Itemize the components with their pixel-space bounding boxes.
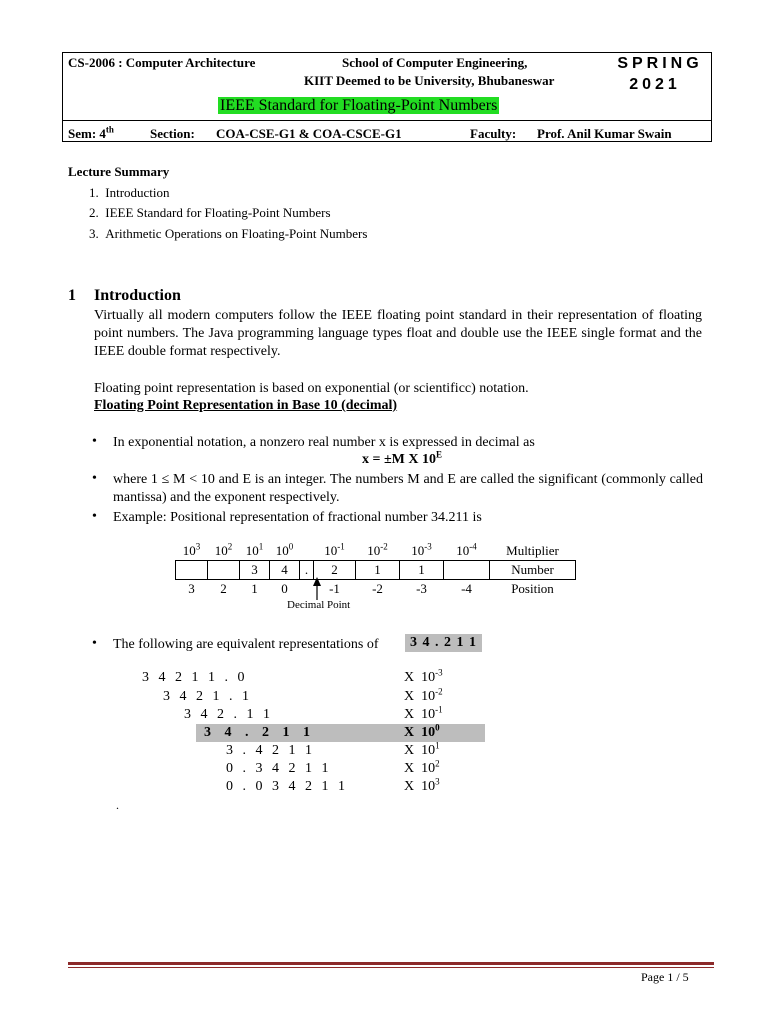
power-cell: $10^{-4}$ xyxy=(456,541,477,558)
formula-sup: E xyxy=(436,449,443,460)
summary-item xyxy=(89,185,170,201)
summary-item-num: 2. xyxy=(89,205,99,220)
equiv-exp: X $10^0$ xyxy=(404,722,440,740)
bullet-dot: • xyxy=(92,509,97,524)
summary-item xyxy=(89,226,367,242)
summary-item-text: IEEE Standard for Floating-Point Numbers xyxy=(105,205,331,220)
summary-item-text: Introduction xyxy=(105,185,170,200)
number-row xyxy=(176,561,576,580)
equiv-mantissa: 0 . 0 3 4 2 1 1 xyxy=(226,779,345,794)
summary-item xyxy=(89,205,331,221)
position-cell: 1 xyxy=(251,581,258,596)
bullet-dot: • xyxy=(92,471,97,486)
equiv-mantissa: 3 4 2 . 1 1 xyxy=(184,707,270,722)
summary-item-num: 1. xyxy=(89,185,99,200)
section-title: Introduction xyxy=(94,287,181,304)
semester-label: Sem: 4 xyxy=(68,126,106,141)
document-title-text: IEEE Standard for Floating-Point Numbers xyxy=(220,97,498,114)
equiv-mantissa: 3 4 . 2 1 1 xyxy=(204,725,310,740)
trailing-dot: . xyxy=(116,798,119,812)
bullet-text: In exponential notation, a nonzero real number x is expressed in decimal as xyxy=(113,435,535,450)
bullet-text: where 1 ≤ M < 10 and E is an integer. The numbers M and E are called the significant (commonly called mantissa) and the exponent respectively. xyxy=(113,472,703,505)
faculty-value: Prof. Anil Kumar Swain xyxy=(537,126,672,141)
power-cell: $10^{-1}$ xyxy=(324,541,345,558)
position-cell: -1 xyxy=(329,581,340,596)
bullet-text: Example: Positional representation of fractional number 34.211 is xyxy=(113,510,482,525)
term-year: 2021 xyxy=(629,76,681,93)
equiv-exp: X $10^{-1}$ xyxy=(404,704,443,722)
bullet-text: The following are equivalent representations of xyxy=(113,637,379,652)
highlighted-number: 3 4 . 2 1 1 xyxy=(405,634,482,652)
page-number: Page 1 / 5 xyxy=(641,970,689,984)
school-line-2: KIIT Deemed to be University, Bhubaneswar xyxy=(304,73,555,88)
position-cell: -4 xyxy=(461,581,472,596)
digit-cell xyxy=(208,561,240,580)
summary-item-text: Arithmetic Operations on Floating-Point Numbers xyxy=(105,226,368,241)
row-label: Multiplier xyxy=(506,543,559,558)
school-line-1: School of Computer Engineering, xyxy=(342,55,528,70)
digit-cell: . xyxy=(300,561,314,580)
position-cell: 3 xyxy=(188,581,195,596)
footer-rule xyxy=(68,962,714,965)
position-cell xyxy=(300,580,314,599)
digit-cell: 3 xyxy=(240,561,270,580)
equiv-mantissa: 3 . 4 2 1 1 xyxy=(226,743,312,758)
equiv-exp: X $10^{-2}$ xyxy=(404,686,443,704)
equiv-row xyxy=(163,689,249,708)
equiv-exp: X $10^2$ xyxy=(404,758,440,776)
equiv-mantissa: 3 4 2 1 1 . 0 xyxy=(142,670,245,685)
formula-text: x = ±M X 10 xyxy=(362,452,436,467)
faculty-label: Faculty: xyxy=(470,126,517,141)
digit-cell: 4 xyxy=(270,561,300,580)
position-cell: 2 xyxy=(220,581,227,596)
equiv-exp: X $10^{-3}$ xyxy=(404,667,443,685)
section-label: Section: xyxy=(150,126,195,141)
equiv-exp: X $10^3$ xyxy=(404,776,440,794)
bullet-dot: • xyxy=(92,434,97,449)
row-label: Position xyxy=(511,581,554,596)
equiv-row xyxy=(142,670,245,689)
digit-cell: 1 xyxy=(356,561,400,580)
digit-cell xyxy=(176,561,208,580)
position-row xyxy=(176,580,576,599)
intro-paragraph: Virtually all modern computers follow the IEEE floating point standard in their representation of floating point numbers. The Java programming language types float and double use the IEEE single format and the IEEE double format respectively. xyxy=(94,308,702,359)
summary-item-num: 3. xyxy=(89,226,99,241)
notation-paragraph: Floating point representation is based on exponential (or scientificc) notation. xyxy=(94,381,529,396)
power-cell: $10^2$ xyxy=(214,541,233,558)
positional-table xyxy=(175,542,576,598)
semester xyxy=(68,126,114,142)
equiv-row xyxy=(226,761,329,780)
section-value: COA-CSE-G1 & COA-CSCE-G1 xyxy=(216,126,402,141)
multiplier-row xyxy=(176,542,576,561)
decimal-point-label: Decimal Point xyxy=(287,599,351,611)
position-cell: -2 xyxy=(372,581,383,596)
power-cell: $10^3$ xyxy=(182,541,201,558)
equiv-row xyxy=(226,779,345,798)
equiv-row xyxy=(226,743,312,762)
header-divider xyxy=(62,120,712,121)
section-number: 1 xyxy=(68,287,76,304)
digit-cell: 1 xyxy=(400,561,444,580)
course-title: CS-2006 : Computer Architecture xyxy=(68,55,256,70)
bullet-dot: • xyxy=(92,636,97,651)
position-cell: -3 xyxy=(416,581,427,596)
position-cell: 0 xyxy=(281,581,288,596)
equiv-exp: X $10^1$ xyxy=(404,740,440,758)
footer-rule-thin xyxy=(68,967,714,968)
equiv-mantissa: 0 . 3 4 2 1 1 xyxy=(226,761,329,776)
digit-cell xyxy=(444,561,490,580)
power-cell: $10^{-3}$ xyxy=(411,541,432,558)
power-cell: $10^{-2}$ xyxy=(367,541,388,558)
equiv-mantissa: 3 4 2 1 . 1 xyxy=(163,689,249,704)
term-word: SPRING xyxy=(617,55,703,72)
summary-heading: Lecture Summary xyxy=(68,164,170,179)
power-cell: $10^1$ xyxy=(245,541,264,558)
equiv-row xyxy=(184,707,270,726)
semester-sup: th xyxy=(105,124,114,135)
document-title xyxy=(218,97,499,115)
formula xyxy=(362,449,443,468)
digit-cell: 2 xyxy=(314,561,356,580)
equiv-row-highlighted xyxy=(204,725,310,744)
power-cell xyxy=(300,542,314,561)
power-cell: $10^0$ xyxy=(275,541,294,558)
row-label: Number xyxy=(490,561,576,580)
base10-subheading: Floating Point Representation in Base 10 (decimal) xyxy=(94,398,398,413)
